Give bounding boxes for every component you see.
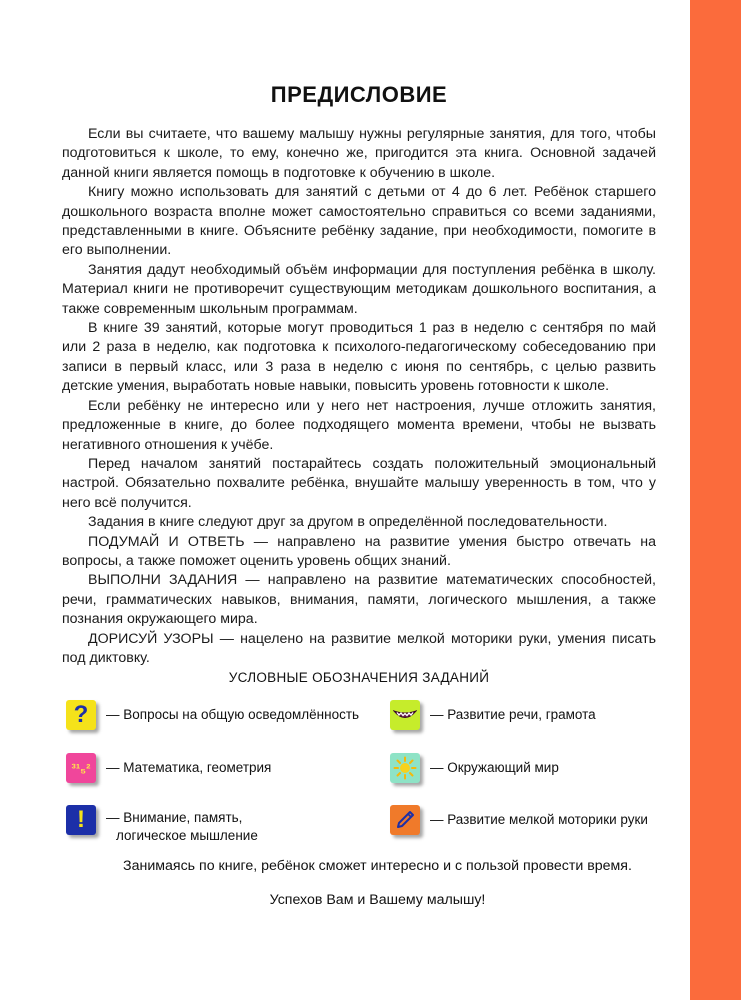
mouth-icon: [390, 700, 420, 730]
preface-body: [62, 125, 656, 668]
legend-item-attention: [66, 805, 258, 845]
legend-label-speech: — Развитие речи, грамота: [430, 707, 596, 722]
sun-icon: [390, 753, 420, 783]
paragraph-3: Занятия дадут необходимый объём информации для поступления ребёнка в школу. Материал книги не противоречит существующим методикам дошкольного воспитания, а также современным школьным программам.: [62, 261, 656, 317]
paragraph-5: Если ребёнку не интересно или у него нет настроения, лучше отложить занятия, предложенные в книге, до более подходящего момента времени, чтобы не вызвать негативного отношения к учёбе.: [62, 397, 656, 453]
paragraph-2: Книгу можно использовать для занятий с детьми от 4 до 6 лет. Ребёнок старшего дошкольного возраста вполне может самостоятельно справиться со всеми заданиями, представленными в книге. Объясните ребёнку задание, при необходимости, помогите в его выполнении.: [62, 184, 656, 259]
page-title: ПРЕДИСЛОВИЕ: [270, 82, 448, 107]
legend-item-world: [390, 753, 559, 783]
paragraph-10: ДОРИСУЙ УЗОРЫ — нацелено на развитие мелкой моторики руки, умения писать под диктовку.: [62, 630, 656, 666]
legend-label-math: — Математика, геометрия: [106, 760, 272, 775]
pencil-icon: [390, 805, 420, 835]
paragraph-8: ПОДУМАЙ И ОТВЕТЬ — направлено на развитие умения быстро отвечать на вопросы, а также поможет оценить уровень общих знаний.: [62, 533, 656, 569]
legend-item-math: [66, 753, 271, 783]
orange-side-bar: [690, 0, 741, 1000]
legend-item-speech: [390, 700, 596, 730]
closing-line-1: Занимаясь по книге, ребёнок сможет интересно и с пользой провести время.: [123, 858, 632, 874]
paragraph-9: ВЫПОЛНИ ЗАДАНИЯ — направлено на развитие математических способностей, речи, грамматических навыков, внимания, памяти, логического мышления, а также познания окружающего мира.: [62, 572, 656, 628]
legend-item-questions: [66, 700, 359, 730]
paragraph-4: В книге 39 занятий, которые могут проводиться 1 раз в неделю с сентября по май или 2 раза в неделю, как подготовка к психолого-педагогическому собеседованию при записи в первый класс, или 3 раза в неделю с июня по сентябрь, с целью развить детские умения, выработать новые навыки, повысить уровень готовности к школе.: [62, 320, 656, 395]
paragraph-6: Перед началом занятий постарайтесь создать положительный эмоциональный настрой. Обязательно похвалите ребёнка, внушайте малышу уверенность в том, что у него всё получится.: [62, 455, 656, 511]
numbers-icon: ³¹₅²: [66, 753, 96, 783]
legend-label-questions: — Вопросы на общую осведомлённость: [106, 707, 360, 722]
paragraph-1: Если вы считаете, что вашему малышу нужны регулярные занятия, для того, чтобы подготовиться к школе, то ему, конечно же, пригодится эта книга. Основной задачей данной книги является помощь в подготовке к обучению в школе.: [62, 126, 656, 181]
question-mark-icon: ?: [66, 700, 96, 730]
legend-title: УСЛОВНЫЕ ОБОЗНАЧЕНИЯ ЗАДАНИЙ: [228, 670, 490, 685]
legend-item-motor-skills: [390, 805, 648, 835]
closing-line-2: Успехов Вам и Вашему малышу!: [269, 892, 486, 908]
legend-label-world: — Окружающий мир: [430, 760, 559, 775]
exclamation-icon: !: [66, 805, 96, 835]
paragraph-7: Задания в книге следуют друг за другом в определённой последовательности.: [88, 514, 608, 531]
legend-label-attention: — Внимание, память, логическое мышление: [106, 810, 258, 843]
legend-label-motor-skills: — Развитие мелкой моторики руки: [430, 812, 648, 827]
